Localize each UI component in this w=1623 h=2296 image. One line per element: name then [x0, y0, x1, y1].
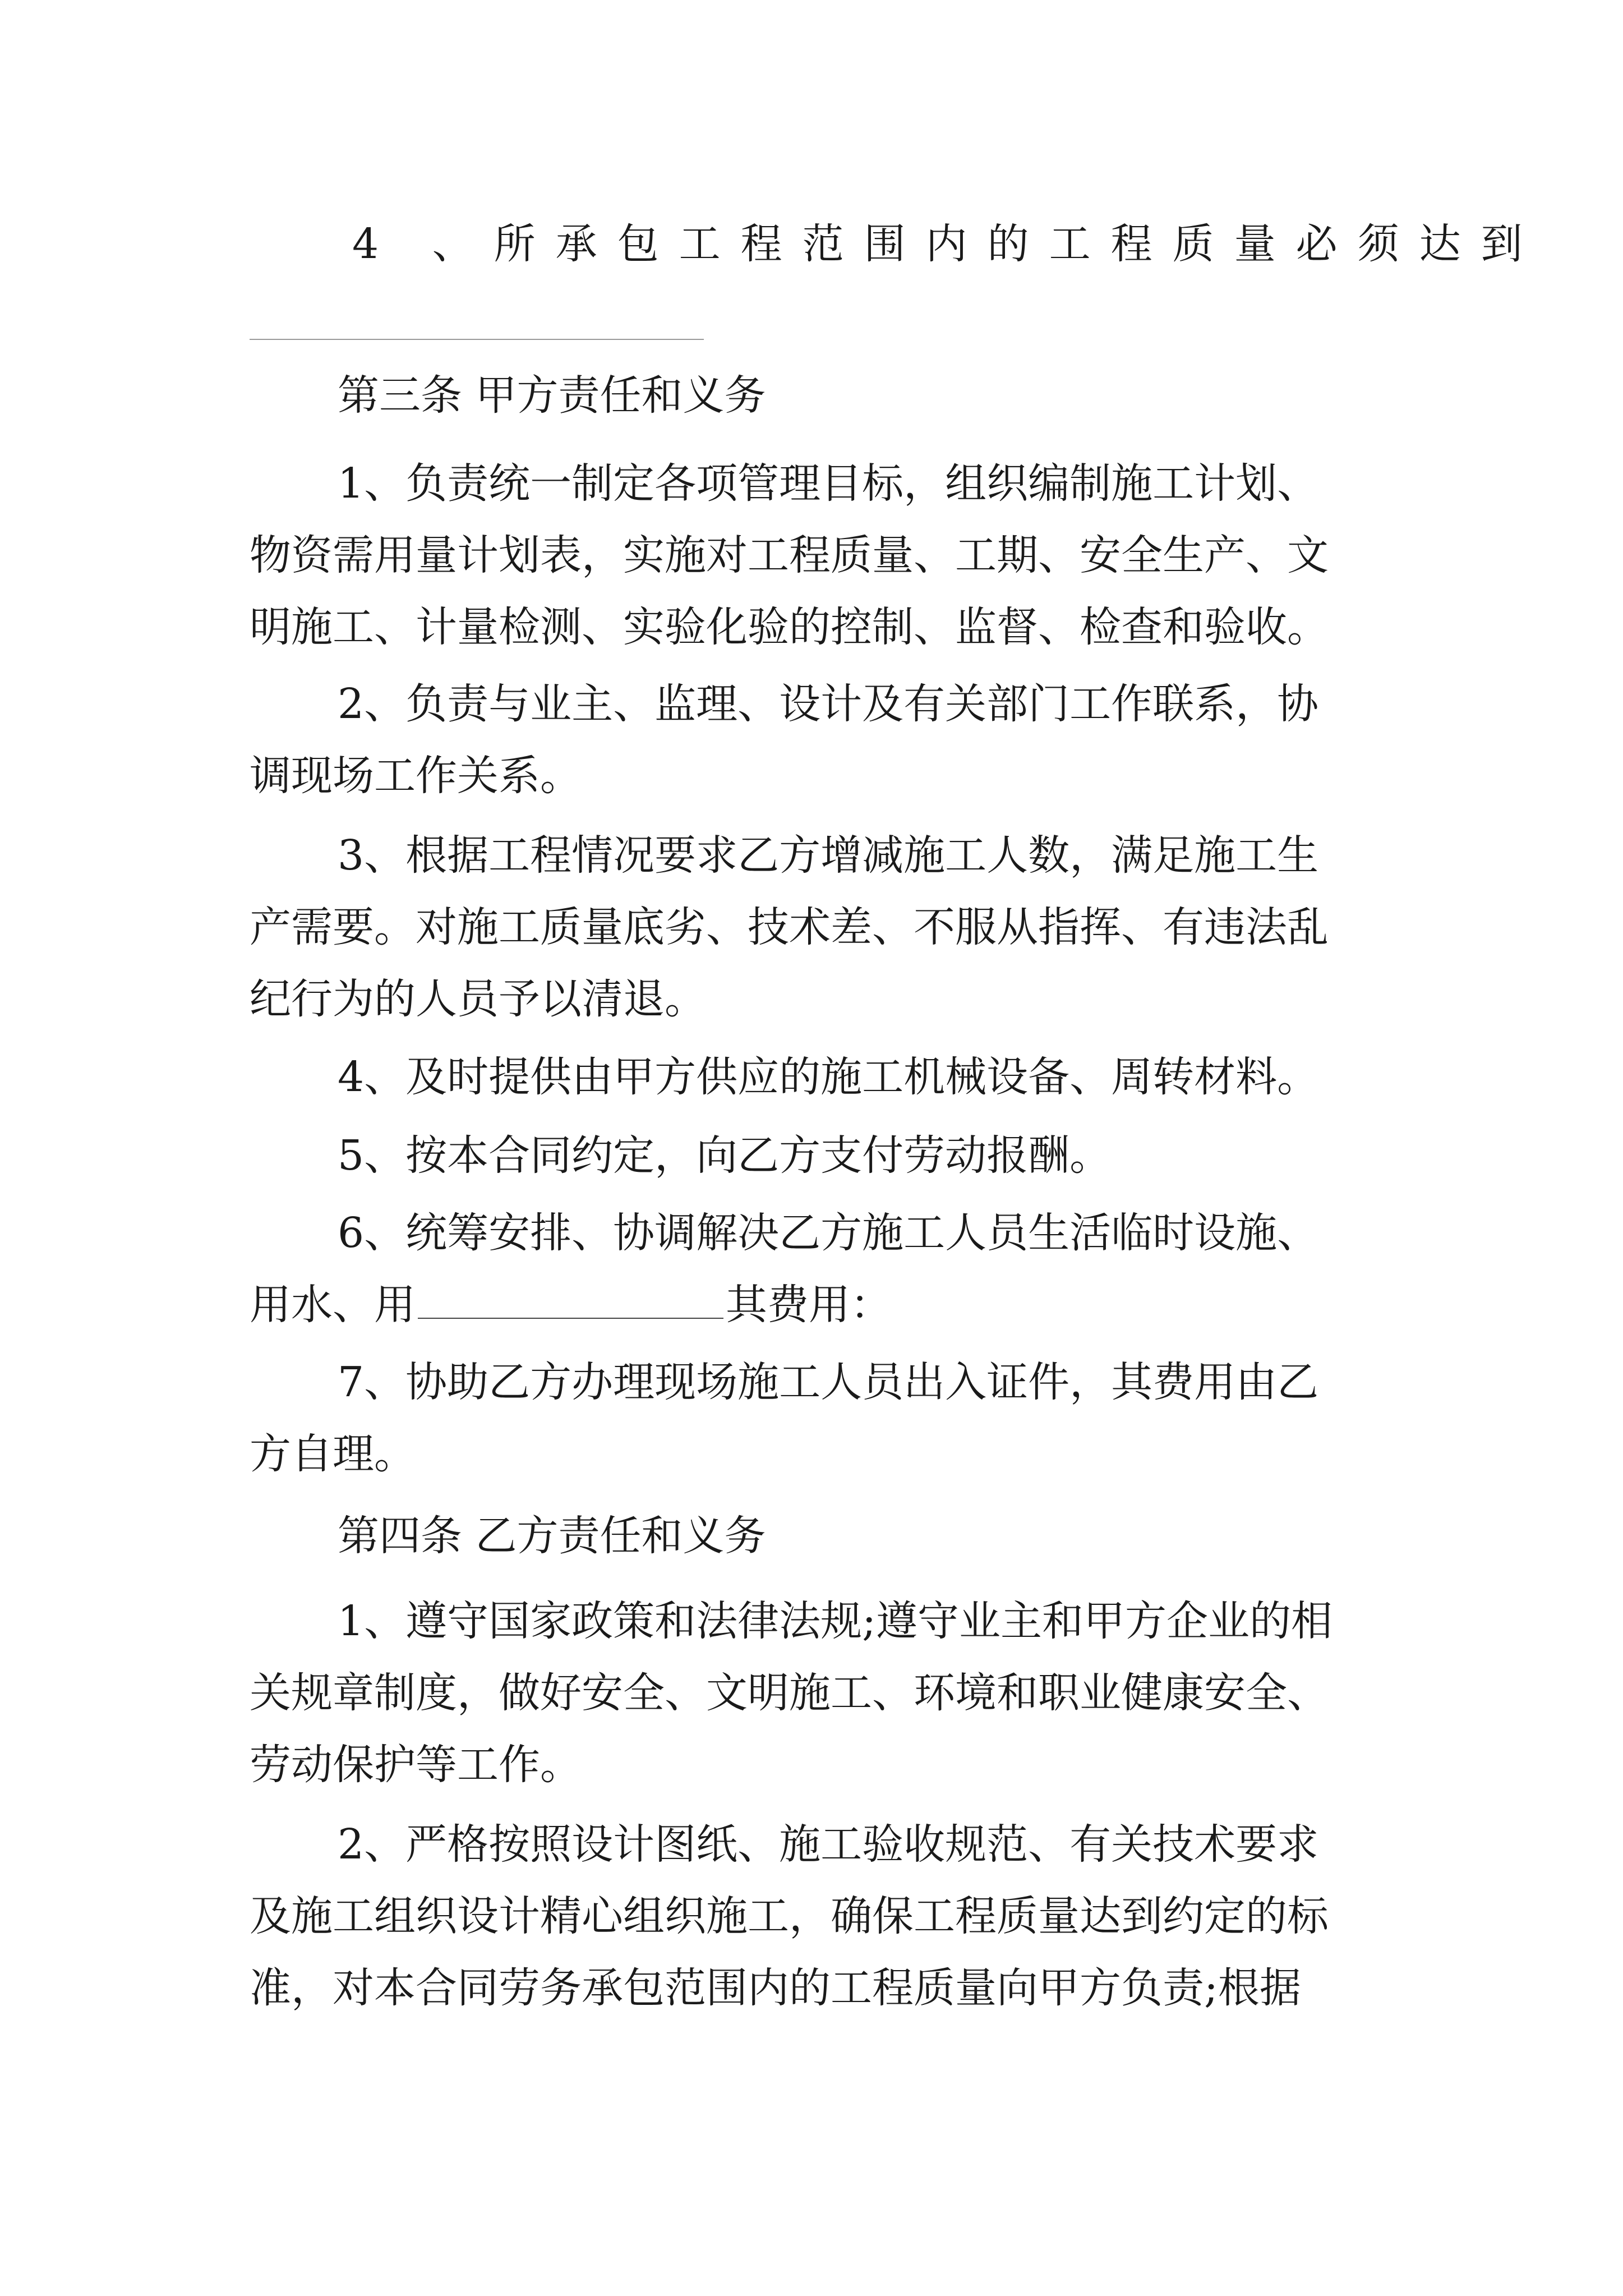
article-3-item-2-line-2: 调现场工作关系。: [250, 752, 582, 800]
section-heading-article-4: 第四条 乙方责任和义务: [338, 1512, 766, 1560]
item-6-text-after-blank: 其费用：: [726, 1281, 892, 1329]
article-3-item-3-line-1: 3、根据工程情况要求乙方增减施工人数，满足施工生: [338, 831, 1319, 880]
article-3-item-2-line-1: 2、负责与业主、监理、设计及有关部门工作联系，协: [338, 680, 1319, 728]
fill-in-blank: [418, 1281, 723, 1319]
article-3-item-1-line-3: 明施工、计量检测、实验化验的控制、监督、检查和验收。: [250, 603, 1329, 651]
article-3-item-1-line-2: 物资需用量计划表，实施对工程质量、工期、安全生产、文: [250, 531, 1329, 579]
fill-in-blank-rule: [250, 339, 704, 340]
article-4-item-1-line-3: 劳动保护等工作。: [250, 1741, 582, 1789]
article-3-item-6-line-2: [250, 1277, 892, 1333]
article-3-item-7-line-2: 方自理。: [250, 1430, 416, 1478]
article-4-item-2-line-2: 及施工组织设计精心组织施工，确保工程质量达到约定的标: [250, 1892, 1329, 1940]
article-4-item-2-line-1: 2、严格按照设计图纸、施工验收规范、有关技术要求: [338, 1820, 1319, 1869]
article-4-item-2-line-3: 准，对本合同劳务承包范围内的工程质量向甲方负责;根据: [250, 1964, 1301, 2012]
article-3-item-4: 4、及时提供由甲方供应的施工机械设备、周转材料。: [338, 1053, 1319, 1101]
section-heading-article-3: 第三条 甲方责任和义务: [338, 371, 766, 420]
item-6-text-before-blank: 用水、用: [250, 1281, 416, 1329]
article-4-item-1-line-2: 关规章制度，做好安全、文明施工、环境和职业健康安全、: [250, 1669, 1329, 1717]
article-3-item-1-line-1: 1、负责统一制定各项管理目标，组织编制施工计划、: [338, 459, 1319, 508]
article-3-item-7-line-1: 7、协助乙方办理现场施工人员出入证件，其费用由乙: [338, 1358, 1319, 1406]
article-3-item-6-line-1: 6、统筹安排、协调解决乙方施工人员生活临时设施、: [338, 1209, 1319, 1257]
article-4-item-1-line-1: 1、遵守国家政策和法律法规;遵守业主和甲方企业的相: [338, 1597, 1333, 1645]
article-3-item-3-line-2: 产需要。对施工质量底劣、技术差、不服从指挥、有违法乱: [250, 903, 1329, 951]
article-3-item-3-line-3: 纪行为的人员予以清退。: [250, 975, 706, 1023]
article-3-item-5: 5、按本合同约定，向乙方支付劳动报酬。: [338, 1131, 1112, 1180]
clause-2-item-4: 4 、所承包工程范围内的工程质量必须达到: [352, 220, 1543, 268]
